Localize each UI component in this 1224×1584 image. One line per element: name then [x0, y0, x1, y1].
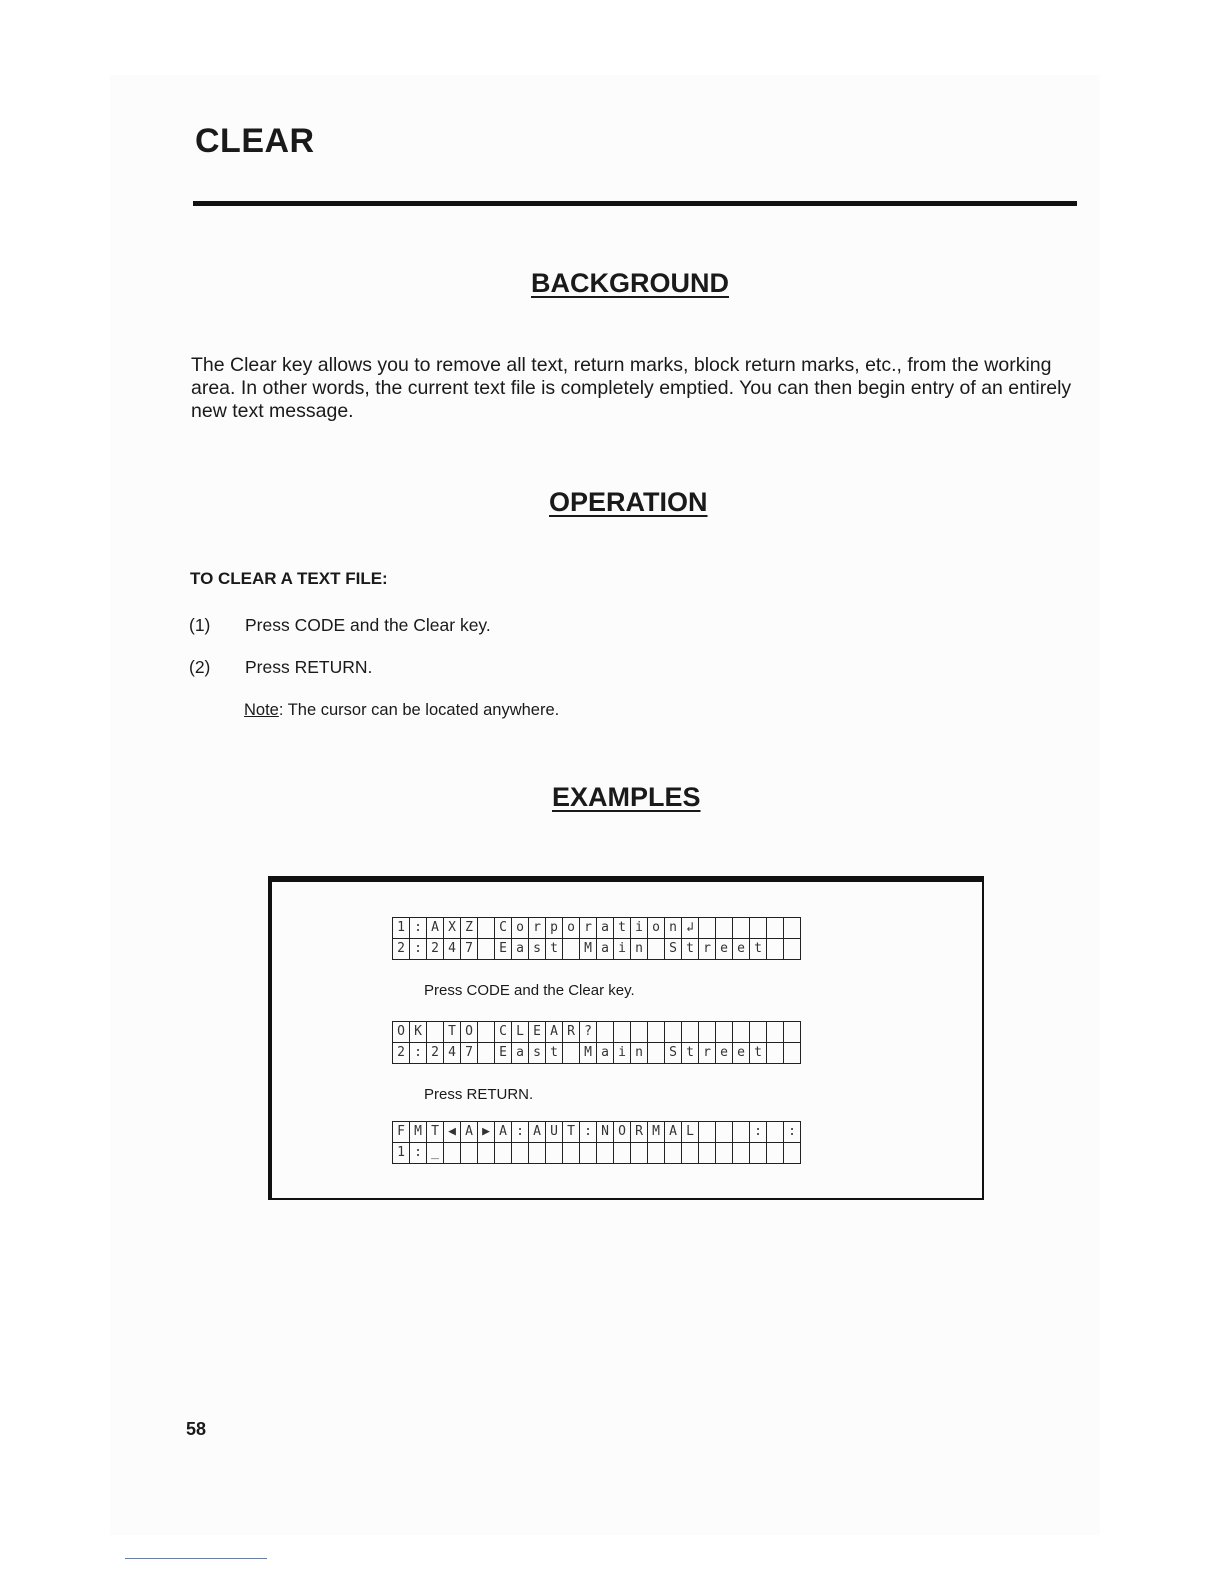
lcd-cell: E: [529, 1022, 546, 1043]
lcd-cell: R: [631, 1122, 648, 1143]
lcd-cell: i: [631, 918, 648, 939]
examples-heading: EXAMPLES: [552, 782, 701, 812]
lcd-cell: s: [529, 939, 546, 960]
lcd-cell: r: [529, 918, 546, 939]
lcd-cell: C: [495, 918, 512, 939]
lcd-cell: M: [410, 1122, 427, 1143]
lcd-cell: n: [631, 1043, 648, 1064]
lcd-cell: s: [529, 1043, 546, 1064]
lcd-cell: [750, 1022, 767, 1043]
lcd-cell: R: [563, 1022, 580, 1043]
lcd-cell: A: [461, 1122, 478, 1143]
lcd-cell: ↲: [682, 918, 699, 939]
lcd-cell: :: [784, 1122, 801, 1143]
lcd-cell: X: [444, 918, 461, 939]
lcd-cell: o: [512, 918, 529, 939]
lcd-cell: [563, 939, 580, 960]
lcd-cell: n: [665, 918, 682, 939]
lcd-cell: [648, 939, 665, 960]
lcd-cell: ▶: [478, 1122, 495, 1143]
lcd-cell: [733, 1022, 750, 1043]
page-number: 58: [186, 1419, 207, 1439]
lcd-cell: t: [682, 939, 699, 960]
lcd-cell: 4: [444, 939, 461, 960]
lcd-cell: N: [597, 1122, 614, 1143]
lcd-cell: A: [495, 1122, 512, 1143]
lcd-cell: K: [410, 1022, 427, 1043]
lcd-cell: A: [427, 918, 444, 939]
lcd-cell: [648, 1022, 665, 1043]
lcd-cell: T: [444, 1022, 461, 1043]
lcd-cell: a: [512, 1043, 529, 1064]
example-caption: Press RETURN.: [424, 1086, 534, 1103]
lcd-cell: 4: [444, 1043, 461, 1064]
lcd-cell: o: [648, 918, 665, 939]
lcd-cell: [716, 1022, 733, 1043]
lcd-cell: [699, 1122, 716, 1143]
lcd-cell: [665, 1143, 682, 1164]
lcd-row: [393, 939, 801, 960]
lcd-display: [392, 917, 801, 960]
lcd-cell: e: [733, 1043, 750, 1064]
footer-rule: [125, 1558, 267, 1559]
lcd-row: [393, 1122, 801, 1143]
lcd-cell: A: [546, 1022, 563, 1043]
background-heading: BACKGROUND: [531, 268, 729, 298]
lcd-cell: [716, 1143, 733, 1164]
lcd-cell: O: [461, 1022, 478, 1043]
lcd-cell: 1: [393, 1143, 410, 1164]
lcd-cell: [631, 1143, 648, 1164]
lcd-row: [393, 1022, 801, 1043]
lcd-cell: p: [546, 918, 563, 939]
lcd-cell: E: [495, 939, 512, 960]
lcd-row: [393, 918, 801, 939]
lcd-cell: [597, 1143, 614, 1164]
lcd-cell: :: [580, 1122, 597, 1143]
lcd-cell: E: [495, 1043, 512, 1064]
step-text: Press RETURN.: [245, 657, 373, 677]
lcd-cell: [512, 1143, 529, 1164]
lcd-cell: ◀: [444, 1122, 461, 1143]
lcd-cell: Z: [461, 918, 478, 939]
lcd-cell: [478, 939, 495, 960]
lcd-cell: [784, 939, 801, 960]
lcd-cell: [682, 1143, 699, 1164]
lcd-cell: T: [427, 1122, 444, 1143]
lcd-cell: [444, 1143, 461, 1164]
lcd-cell: t: [682, 1043, 699, 1064]
lcd-cell: [699, 918, 716, 939]
lcd-cell: T: [563, 1122, 580, 1143]
lcd-display: [392, 1121, 801, 1164]
lcd-cell: 7: [461, 1043, 478, 1064]
lcd-cell: A: [529, 1122, 546, 1143]
lcd-cell: :: [410, 1043, 427, 1064]
lcd-cell: e: [716, 939, 733, 960]
lcd-cell: L: [682, 1122, 699, 1143]
lcd-cell: 2: [393, 939, 410, 960]
lcd-cell: [784, 1143, 801, 1164]
page-title: CLEAR: [195, 122, 315, 160]
lcd-cell: [478, 918, 495, 939]
lcd-cell: [614, 1022, 631, 1043]
lcd-cell: [648, 1143, 665, 1164]
lcd-cell: :: [410, 918, 427, 939]
lcd-display: [392, 1021, 801, 1064]
lcd-cell: U: [546, 1122, 563, 1143]
lcd-cell: S: [665, 1043, 682, 1064]
lcd-cell: r: [699, 939, 716, 960]
lcd-cell: [597, 1022, 614, 1043]
lcd-cell: [784, 1022, 801, 1043]
lcd-cell: [563, 1143, 580, 1164]
lcd-cell: 7: [461, 939, 478, 960]
lcd-cell: [767, 1143, 784, 1164]
lcd-cell: M: [580, 1043, 597, 1064]
lcd-cell: [529, 1143, 546, 1164]
lcd-cell: [648, 1043, 665, 1064]
lcd-cell: M: [580, 939, 597, 960]
lcd-cell: M: [648, 1122, 665, 1143]
lcd-cell: [478, 1143, 495, 1164]
lcd-cell: [563, 1043, 580, 1064]
lcd-cell: [767, 1022, 784, 1043]
step-number: (1): [189, 615, 211, 635]
lcd-cell: [716, 918, 733, 939]
lcd-row: [393, 1043, 801, 1064]
lcd-cell: :: [512, 1122, 529, 1143]
lcd-cell: [631, 1022, 648, 1043]
lcd-cell: C: [495, 1022, 512, 1043]
lcd-cell: L: [512, 1022, 529, 1043]
lcd-cell: t: [546, 939, 563, 960]
lcd-row: [393, 1143, 801, 1164]
lcd-cell: e: [733, 939, 750, 960]
lcd-cell: r: [580, 918, 597, 939]
lcd-cell: o: [563, 918, 580, 939]
lcd-cell: S: [665, 939, 682, 960]
lcd-cell: t: [750, 1043, 767, 1064]
lcd-cell: [750, 1143, 767, 1164]
lcd-cell: ?: [580, 1022, 597, 1043]
lcd-cell: [767, 1043, 784, 1064]
lcd-cell: [699, 1143, 716, 1164]
lcd-cell: a: [597, 939, 614, 960]
lcd-cell: a: [597, 918, 614, 939]
lcd-cell: t: [546, 1043, 563, 1064]
step-number: (2): [189, 657, 211, 677]
lcd-cell: [699, 1022, 716, 1043]
lcd-cell: [478, 1043, 495, 1064]
lcd-cell: i: [614, 1043, 631, 1064]
lcd-cell: i: [614, 939, 631, 960]
lcd-cell: 2: [393, 1043, 410, 1064]
lcd-cell: [733, 918, 750, 939]
lcd-cell: a: [512, 939, 529, 960]
lcd-cell: [461, 1143, 478, 1164]
example-caption: Press CODE and the Clear key.: [424, 982, 635, 999]
lcd-cell: 1: [393, 918, 410, 939]
lcd-cell: [614, 1143, 631, 1164]
lcd-cell: t: [750, 939, 767, 960]
lcd-cell: [750, 918, 767, 939]
lcd-cell: 2: [427, 939, 444, 960]
lcd-cell: :: [410, 1143, 427, 1164]
lcd-cell: e: [716, 1043, 733, 1064]
lcd-cell: O: [393, 1022, 410, 1043]
lcd-cell: [733, 1143, 750, 1164]
lcd-cell: [495, 1143, 512, 1164]
note-text: : The cursor can be located anywhere.: [278, 701, 560, 719]
lcd-cell: [665, 1022, 682, 1043]
lcd-cell: :: [750, 1122, 767, 1143]
operation-heading: OPERATION: [549, 487, 708, 517]
lcd-cell: A: [665, 1122, 682, 1143]
lcd-cell: O: [614, 1122, 631, 1143]
lcd-cell: [478, 1022, 495, 1043]
lcd-cell: n: [631, 939, 648, 960]
lcd-cell: [580, 1143, 597, 1164]
lcd-cell: [546, 1143, 563, 1164]
step-text: Press CODE and the Clear key.: [245, 615, 491, 635]
lcd-cell: [767, 1122, 784, 1143]
lcd-cell: t: [614, 918, 631, 939]
lcd-cell: [716, 1122, 733, 1143]
lcd-cell: :: [410, 939, 427, 960]
procedure-heading: TO CLEAR A TEXT FILE:: [190, 569, 388, 588]
lcd-cell: r: [699, 1043, 716, 1064]
lcd-cell: [784, 1043, 801, 1064]
lcd-cell: [427, 1022, 444, 1043]
lcd-cell: [767, 918, 784, 939]
lcd-cell: F: [393, 1122, 410, 1143]
lcd-cell: 2: [427, 1043, 444, 1064]
background-paragraph: The Clear key allows you to remove all text, return marks, block return marks, etc., from the working area. In other words, the current text file is completely emptied. You can then begin entry of an entirely new text message.: [191, 354, 1072, 422]
lcd-cell: [784, 918, 801, 939]
lcd-cell: a: [597, 1043, 614, 1064]
lcd-cell: _: [427, 1143, 444, 1164]
lcd-cell: [733, 1122, 750, 1143]
lcd-cell: [767, 939, 784, 960]
title-rule: [193, 201, 1077, 206]
lcd-cell: [682, 1022, 699, 1043]
note: [244, 701, 559, 720]
note-label: Note: [244, 701, 279, 719]
